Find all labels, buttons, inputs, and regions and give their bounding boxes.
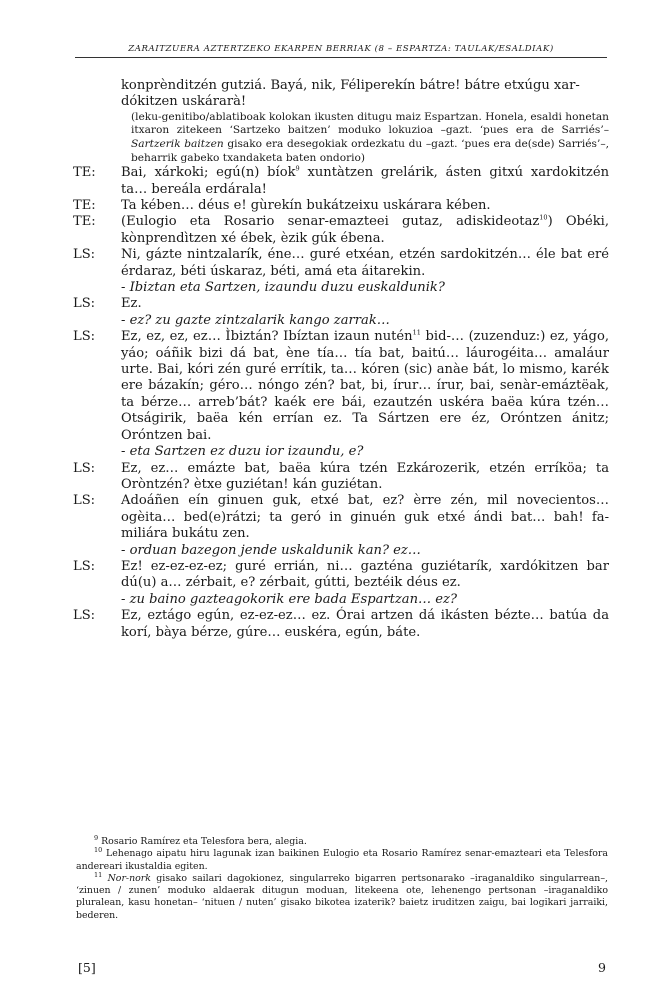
speaker-turn — [73, 493, 609, 542]
editorial-note — [73, 111, 609, 165]
speaker-label: LS: — [73, 329, 96, 345]
header-rule — [75, 57, 607, 58]
speaker-label: TE: — [73, 165, 96, 181]
turn-text: ) Obéki, kònprendìtzen xé ébek, èzik gúk ébena. — [121, 214, 609, 246]
speaker-label: LS: — [73, 558, 96, 574]
turn-text: Ni, gázte nintzalarík, éne… guré etxéan, etzén sardokitzén… éle bat eré érdaraz, béti úskaraz, béti, amá eta áitarekin. — [121, 247, 609, 279]
speaker-turn — [73, 608, 609, 641]
continuation-text — [73, 78, 609, 111]
speaker-label: LS: — [73, 296, 96, 312]
speaker-label: LS: — [73, 247, 96, 263]
speaker-label: LS: — [73, 493, 96, 509]
interviewer-question: - ez? zu gazte zintzalarik kango zarrak… — [121, 312, 390, 328]
turn-text: Ez. — [121, 296, 142, 312]
speaker-turn — [73, 296, 609, 312]
speaker-turn — [73, 461, 609, 494]
interviewer-question: - orduan bazegon jende uskaldunik kan? ez… — [121, 542, 421, 558]
note-text: Sartzerik baitzen — [131, 138, 224, 150]
turn-text: Adoáñen eín ginuen guk, etxé bat, ez? èrre zén, mil novecientos… ogèita… bed(e)rátzi; ta geró in ginuén guk etxé ándi bat… bah! fa-miliára bukátu zen. — [121, 493, 609, 542]
speaker-label: TE: — [73, 198, 96, 213]
speaker-turn — [73, 559, 609, 592]
page-number: 9 — [598, 960, 606, 975]
speaker-label: LS: — [73, 460, 96, 476]
running-header: ZARAITZUERA AZTERTZEKO EKARPEN BERRIAK (8 – ESPARTZA: TAULAK/ESALDIAK) — [128, 44, 554, 54]
interviewer-question: - eta Sartzen ez duzu ior izaundu, e? — [121, 444, 364, 460]
footnote-text: Nor-nork — [107, 872, 151, 884]
speaker-turn — [73, 247, 609, 280]
footnote-text: Rosario Ramírez eta Telesfora bera, alegia. — [101, 836, 307, 847]
page-ref: [5] — [78, 960, 96, 975]
note-text: (leku-genitibo/ablatiboak kolokan ikusten ditugu maiz Espartzan. Honela, esaldi honetan itxaron zitekeen ‘Sartzeko baitzen’ moduko lokuzioa –gazt. ‘pues era de Sarriés’– — [131, 110, 609, 137]
footnote-text: gisako sailari dagokionez, singularreko bigarren pertsonarako –iraganaldiko singularrean–, ‘zinuen / zunen’ moduko aldaerak ditugun moduan, litekeena ote, lehenengo pertsonan –iraganaldiko pluralean, kasu honetan– ‘nituen / nuten’ gisako bikotea izaterik? baietz iruditzen zaigu, bai logikari jarraiki, bederen. — [76, 872, 608, 921]
footnote — [76, 848, 608, 873]
turn-text: Ez, ez… emázte bat, baëa kúra tzén Ezkározerik, etzén erríköa; ta Oròntzén? ètxe guziétan! kán guziétan. — [121, 460, 609, 492]
turn-text: Ta kében… déus e! gùrekín bukátzeixu uskárara kében. — [121, 198, 491, 213]
note-text: gisako era desegokiak ordezkatu du –gazt. ‘pues era de(sde) Sarriés’–, beharrik gabeko txandaketa baten ondorio) — [131, 138, 609, 164]
footnote — [76, 833, 608, 848]
footnote-ref: 10 — [539, 214, 548, 223]
turn-text: Ez! ez-ez-ez-ez; guré errián, ni… gazténa guziétarík, xardókitzen bar dú(u) a… zérbait, e? zérbait, gútti, beztéik déus ez. — [121, 558, 609, 591]
turn-text: xuntàtzen grelárik, ásten gitxú xardokitzén ta… bereála erdárala! — [121, 165, 609, 197]
footnote-number: 9 — [94, 833, 99, 842]
turn-text: bid-… (zuzenduz:) ez, yágo, yáo; oáñik bizi dá bat, ène tía… tía bat, baitú… láurogéita… amaláur urte. Bai, kóri zén guré errítik, ta… kóren (sic) anàe bát, lo mismo, karék ere bázakín; géro… nóngo zén? bat, bi, írur… írur, bai, senàr-emáztëak, ta bérze… arreb’bát? kaék ere bái, ezautzén uskéra baëa kúra tzén… Otságirik, baëa kén errían ez. Ta Sártzen ere éz, Oróntzen ánitz; Oróntzen bai. — [121, 329, 609, 443]
turn-text: (Eulogio eta Rosario senar-emazteei gutaz, adiskideotaz — [121, 214, 540, 230]
turn-text: Ez, ez, ez, ez… Ìbiztán? Ibíztan izaun nutén — [121, 329, 413, 345]
footnote-ref: 11 — [412, 328, 421, 337]
dialogue-body — [73, 78, 609, 641]
interviewer-question: - zu baino gazteagokorik ere bada Espartzan… ez? — [121, 591, 457, 607]
speaker-turn — [73, 214, 609, 247]
speaker-turn — [73, 198, 609, 214]
footnote-number: 10 — [94, 846, 103, 855]
footnote — [76, 870, 608, 922]
interviewer-question: - Ibiztan eta Sartzen, izaundu duzu euskaldunik? — [121, 280, 445, 296]
footnotes — [76, 833, 608, 922]
turn-text: Bai, xárkoki; egú(n) bíok — [121, 165, 296, 181]
footnote-ref: 9 — [295, 164, 300, 173]
continuation-line: konprènditzén gutziá. Bayá, nik, Féliperekín bátre! bátre etxúgu xar- — [121, 78, 580, 93]
continuation-line: dókitzen uskárarà! — [121, 94, 247, 110]
footnote-number: 11 — [94, 870, 103, 879]
turn-text: Ez, eztágo egún, ez-ez-ez… ez. Órai artzen dá ikásten bézte… batúa da korí, bàya bérze, gúre… euskéra, egún, báte. — [121, 608, 609, 640]
speaker-turn — [73, 165, 609, 198]
speaker-label: LS: — [73, 608, 96, 624]
speaker-label: TE: — [73, 214, 96, 230]
footnote-text: Lehenago aipatu hiru lagunak izan baikinen Eulogio eta Rosario Ramírez senar-emazteari eta Telesfora andereari ikustaldia egiten. — [76, 848, 608, 872]
speaker-turn — [73, 329, 609, 444]
